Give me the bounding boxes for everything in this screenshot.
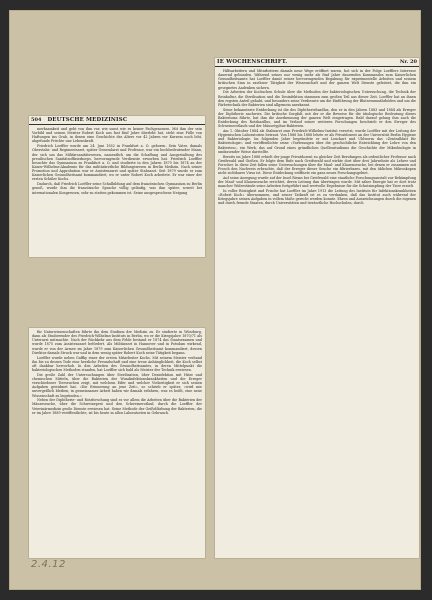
paragraph: für Naturwissenschaften führte ihn dem Studium der Medizin zu. Er studierte in Würzburg, dann als Studierender des Friedrich-Wilhelms-Instituts in Berlin, wo er die Kriegsjahre 1870/71 als Unterarzt mitmachte. Nach der Rückkehr aus dem Felde bestand er 1874 das Staatsexamen und wurde 1875 zum Assistenzarzt befördert. Als Militärarzt in Hannover und in Potsdam wirkend, wurde er von der Armee im Jahre 1879 zum Kaiserlichen Gesundheitsamt kommandiert, dessen Direktor damals Struck war und in dem wenig später Robert Koch seine Tätigkeit begann. <box>32 330 202 355</box>
paragraph: Die große Zahl der Untersuchungen über Sterilisation, über Desinfektion mit Hitze und chemischen Mitteln, über die Bakterien der Wundinfektionskrankheiten und die Erreger verschiedener Tierseuchen zeigt, mit welchem Eifer und welcher Vielseitigkeit er sich seinen Aufgaben gewidmet hat. »Die Erinnerung an jene Zeit«, so schrieb er später, »wird mir unvergeßlich bleiben; in gemeinsamer Arbeit haben wir damals erfahren, was es heißt, eine neue Wissenschaft zu begründen.« <box>32 372 202 398</box>
clipping-header <box>29 116 205 125</box>
paragraph: Loeffler wurde neben Gaffky einer der ersten Mitarbeiter Kochs. Mit seinem Meister verband ihn bis zu dessen Tode eine herzliche Freundschaft und eine treue Anhänglichkeit, die Koch selbst oft dankbar hervorhob. In den Arbeiten des Gesundheitsamtes, in deren Mittelpunkt die bakteriologischen Methoden standen, hat Loeffler sich bald als Meister der Technik erwiesen. <box>32 355 202 372</box>
paragraph: Am 1. Oktober 1884 als Stabsarzt zum Friedrich-Wilhelms-Institut versetzt, wurde Loeffler mit der Leitung der Hygienischen Laboratorien betraut. Von 1886 bis 1888 lehrte er als Privatdozent an der Universität Berlin Hygiene und Bakteriologie. Im folgenden Jahre begründete er mit Leuckart und Uhlworm das »Zentralblatt für Bakteriologie« und veröffentlichte seine »Vorlesungen über die geschichtliche Entwicklung der Lehre von den Bakterien«, ein Werk, das auf Grund eines gründlichen Quellenstudiums die Geschichte der Mikrobiologie in umfassender Weise darstellte. <box>218 128 416 154</box>
mounting-board <box>9 10 421 590</box>
article-text <box>29 328 205 415</box>
page-number: 504 <box>31 117 42 123</box>
issue-number: Nr. 20 <box>399 59 417 65</box>
paragraph: In voller Rüstigkeit und Frische hat Loeffler im Jahre 1913 die Leitung des Instituts für Infektionskrankheiten »Robert Koch« übernommen, und seiner Tatkraft ist es zu verdanken, daß das Institut auch während der Kriegsjahre seinen Aufgaben in vollem Maße gerecht werden konnte. Ehren und Auszeichnungen durch die eigenen und durch fremde Staaten, durch Universitäten und tierärztliche Hochschulen, durch <box>218 188 416 206</box>
paragraph: merksamkeit und geht von ihm vor, wie sonst wie es keiner Fachgenossen. Mit ihm der sein Vorbild und seinen Meister Robert Koch aus fast fünf Jahre überlebt hat, steht eine Fülle von Haftungen ins Grab, in denen eine Geschichte des Alters vor 42 Jahren vor Kurzem noch lebt, abgefunde Früchte une Lebenskraft. <box>32 127 202 144</box>
paragraph: Neben der Diphtherie- und Rotzforschung sind es vor allem die Arbeiten über die Bakterien der Mäuseseuche, über die Schweinepest und den Schweinerotlauf, durch die Loeffler der Veterinärmedizin große Dienste erwiesen hat. Seine Methode der Geißelfärbung der Bakterien, die er im Jahre 1889 veröffentlichte, ist bis heute in allen Laboratorien in Gebrauch. <box>32 398 202 415</box>
journal-title: DEUTSCHE MEDIZINISC <box>47 117 128 123</box>
paragraph: Auf seine Anregung wurde auf der Insel Riems bei Greifswald eine staatliche Forschungsanstalt zur Bekämpfung der Maul- und Klauenseuche errichtet, deren Leitung ihm übertragen wurde. Mit zäher Energie hat er dort trotz mancher Widerstände seine Arbeiten fortgeführt und wertvolle Ergebnisse für die Schutzimpfung der Tiere erzielt. <box>218 175 416 189</box>
article-text <box>29 125 205 195</box>
paragraph: Dadurch, daß Friedrich Loeffler seine Schulbildung auf dem französischen Gymnasium zu Berlin genoß, wurde ihm die französische Sprache völlig geläufig, was ihm später, soweit bei internationalen Kongressen, sehr zu statten gekommen ist. Seine ausgesprochene Neigung <box>32 182 202 195</box>
clipping-header <box>215 58 419 67</box>
clipping-first-page <box>29 116 205 257</box>
paragraph: Die Arbeiten der Kochschen Schule über die Methoden der bakteriologischen Untersuchung, die Technik der Reinkultur, die Sterilisation und die Desinfektion stammen zum großen Teil aus dieser Zeit. Loeffler hat an ihnen den regsten Anteil gehabt, und besonders seine Verdienste um die Einführung der Blutserumnährböden und um die Färbetechnik der Bakterien sind allgemein anerkannt. <box>218 90 416 107</box>
journal-title: IE WOCHENSCHRIFT. <box>217 59 288 65</box>
paragraph: Hilfsarbeitern und Mitarbeitern damals neue Wege eröffnet waren, bot sich in der Folge Loefflers Interesse dauernd gebunden. Während seines nur wenig mehr als fünf Jahre dauernden Kommandos zum Kaiserlichen Gesundheitsamte hat Loeffler damit seiner hervorragenden Begabung für experimentelle Arbeiten und seinem kritischen Sinn in rastloser Tätigkeit der Wissenschaft und der ganzen Welt Dienste geleistet, die ihm ein gesegnetes Andenken sichern. <box>218 69 416 90</box>
paragraph: Friedrich Loeffler wurde am 24. Juni 1852 in Frankfurt a. O. geboren. Sein Vater, damals Oberstabs- und Regimentsarzt, später Generalarzt und Professor, war ein hochbedeutender Mann, der sich um das Militärsanitätswesen, namentlich um die Schaffung und Ausgestaltung des preußischen Sanitätsoffizierkorps, hervorragende Verdienste erworben hat. Friedrich Loeffler besuchte das Gymnasium zu Frankfurt a. O. und studierte in den Jahren 1870 bis 1874 an der Kaiser-Wilhelms-Akademie für das militärärztliche Bildungswesen in Berlin Medizin. Nach seiner Promotion und Approbation war er Assistenzarzt und später Stabsarzt. Seit 1879 wurde er zum Kaiserlichen Gesundheitsamt kommandiert, wo er unter Robert Koch arbeitete. Er war einer der ersten Schüler Kochs. <box>32 144 202 182</box>
paragraph: Seine bekannteste Entdeckung ist die des Diphtheriebazillus, den er in den Jahren 1883 und 1884 als Erreger der Diphtherie nachwies. Die kritische Sorgfalt, mit der er die Beweise für die ätiologische Bedeutung dieses Bakteriums führte, hat ihm die Anerkennung der ganzen Welt eingetragen. Bald darauf gelang ihm auch die Entdeckung des Rotzbazillus, und im Verlauf seiner weiteren Forschungen beschrieb er den Erreger des Schweinerotlaufs und der Mäusetyphus-Bakterien. <box>218 107 416 129</box>
article-text <box>215 67 419 206</box>
clipping-left-lower <box>29 328 205 558</box>
clipping-right-column <box>215 58 419 558</box>
handwritten-note: 2.4.12 <box>31 559 66 570</box>
paragraph: Bereits im Jahre 1888 erhielt der junge Privatdozent zu gleicher Zeit Berufungen als ordentlicher Professor nach Greifswald und Gießen. Er folgte dem Rufe nach Greifswald und wirkte dort über drei Jahrzehnte als Lehrer und Forscher. In diese Zeit fallen seine Untersuchungen über die Maul- und Klauenseuche, bei denen er zusammen mit Frosch den Nachweis erbrachte, daß der Erreger dieser Seuche ein filtrierbares, mit den üblichen Mikroskopen nicht sichtbares Virus ist. Diese Entdeckung eröffnete ein ganz neues Forschungsgebiet. <box>218 154 416 176</box>
